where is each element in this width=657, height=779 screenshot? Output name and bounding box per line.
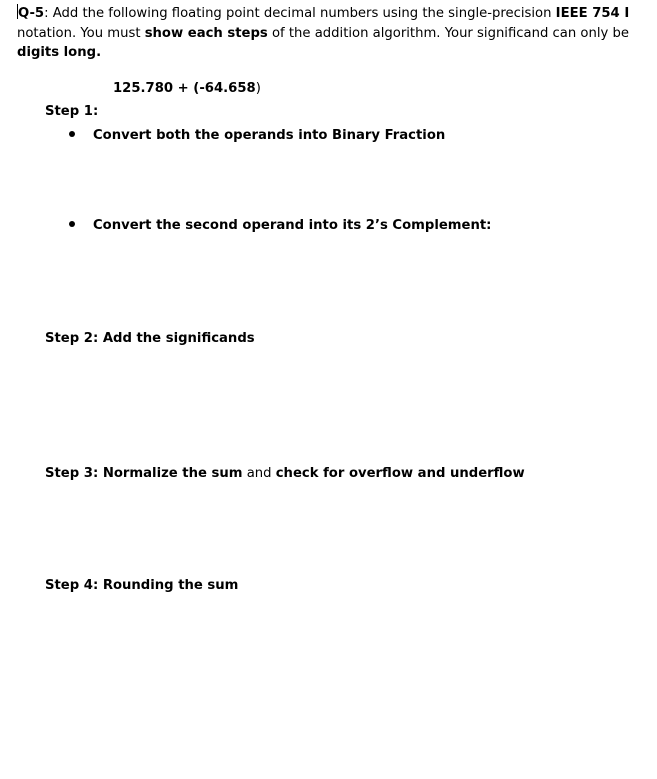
step1-label: Step 1: bbox=[45, 104, 99, 119]
expression-main: 125.780 + (-64.658 bbox=[113, 81, 256, 96]
expression-close-paren: ) bbox=[255, 81, 261, 96]
step3-label-normal: and bbox=[242, 466, 276, 481]
expression bbox=[113, 81, 261, 96]
step1-bullet-2-text: Convert the second operand into its 2’s Complement: bbox=[93, 218, 492, 233]
question-line2-text-b: of the addition algorithm. Your significand can only be bbox=[267, 25, 629, 41]
step4-label: Step 4: Rounding the sum bbox=[45, 578, 239, 593]
step3-label-bold-a: Step 3: Normalize the sum bbox=[45, 466, 243, 481]
question-line-3: digits long. bbox=[17, 45, 102, 60]
bullet-icon bbox=[69, 131, 75, 137]
question-line-2 bbox=[17, 24, 657, 44]
step3-label bbox=[45, 466, 525, 481]
step1-bullet-2 bbox=[69, 218, 491, 233]
question-colon: : bbox=[44, 6, 53, 21]
question-label: Q-5 bbox=[18, 6, 45, 21]
question-text bbox=[17, 4, 657, 63]
question-line2-text-a: notation. You must bbox=[17, 25, 145, 41]
step3-label-bold-b: check for overflow and underflow bbox=[275, 466, 525, 481]
question-line2-bold: show each steps bbox=[144, 25, 268, 41]
question-line-1 bbox=[17, 4, 657, 24]
step1-bullet-1-text: Convert both the operands into Binary Fraction bbox=[93, 128, 446, 143]
question-line1-bold: IEEE 754 I bbox=[555, 6, 630, 21]
question-line1-text: Add the following floating point decimal numbers using the single-precision bbox=[52, 6, 556, 21]
step1-bullet-1 bbox=[69, 128, 445, 143]
step2-label: Step 2: Add the significands bbox=[45, 331, 255, 346]
bullet-icon bbox=[69, 221, 75, 227]
